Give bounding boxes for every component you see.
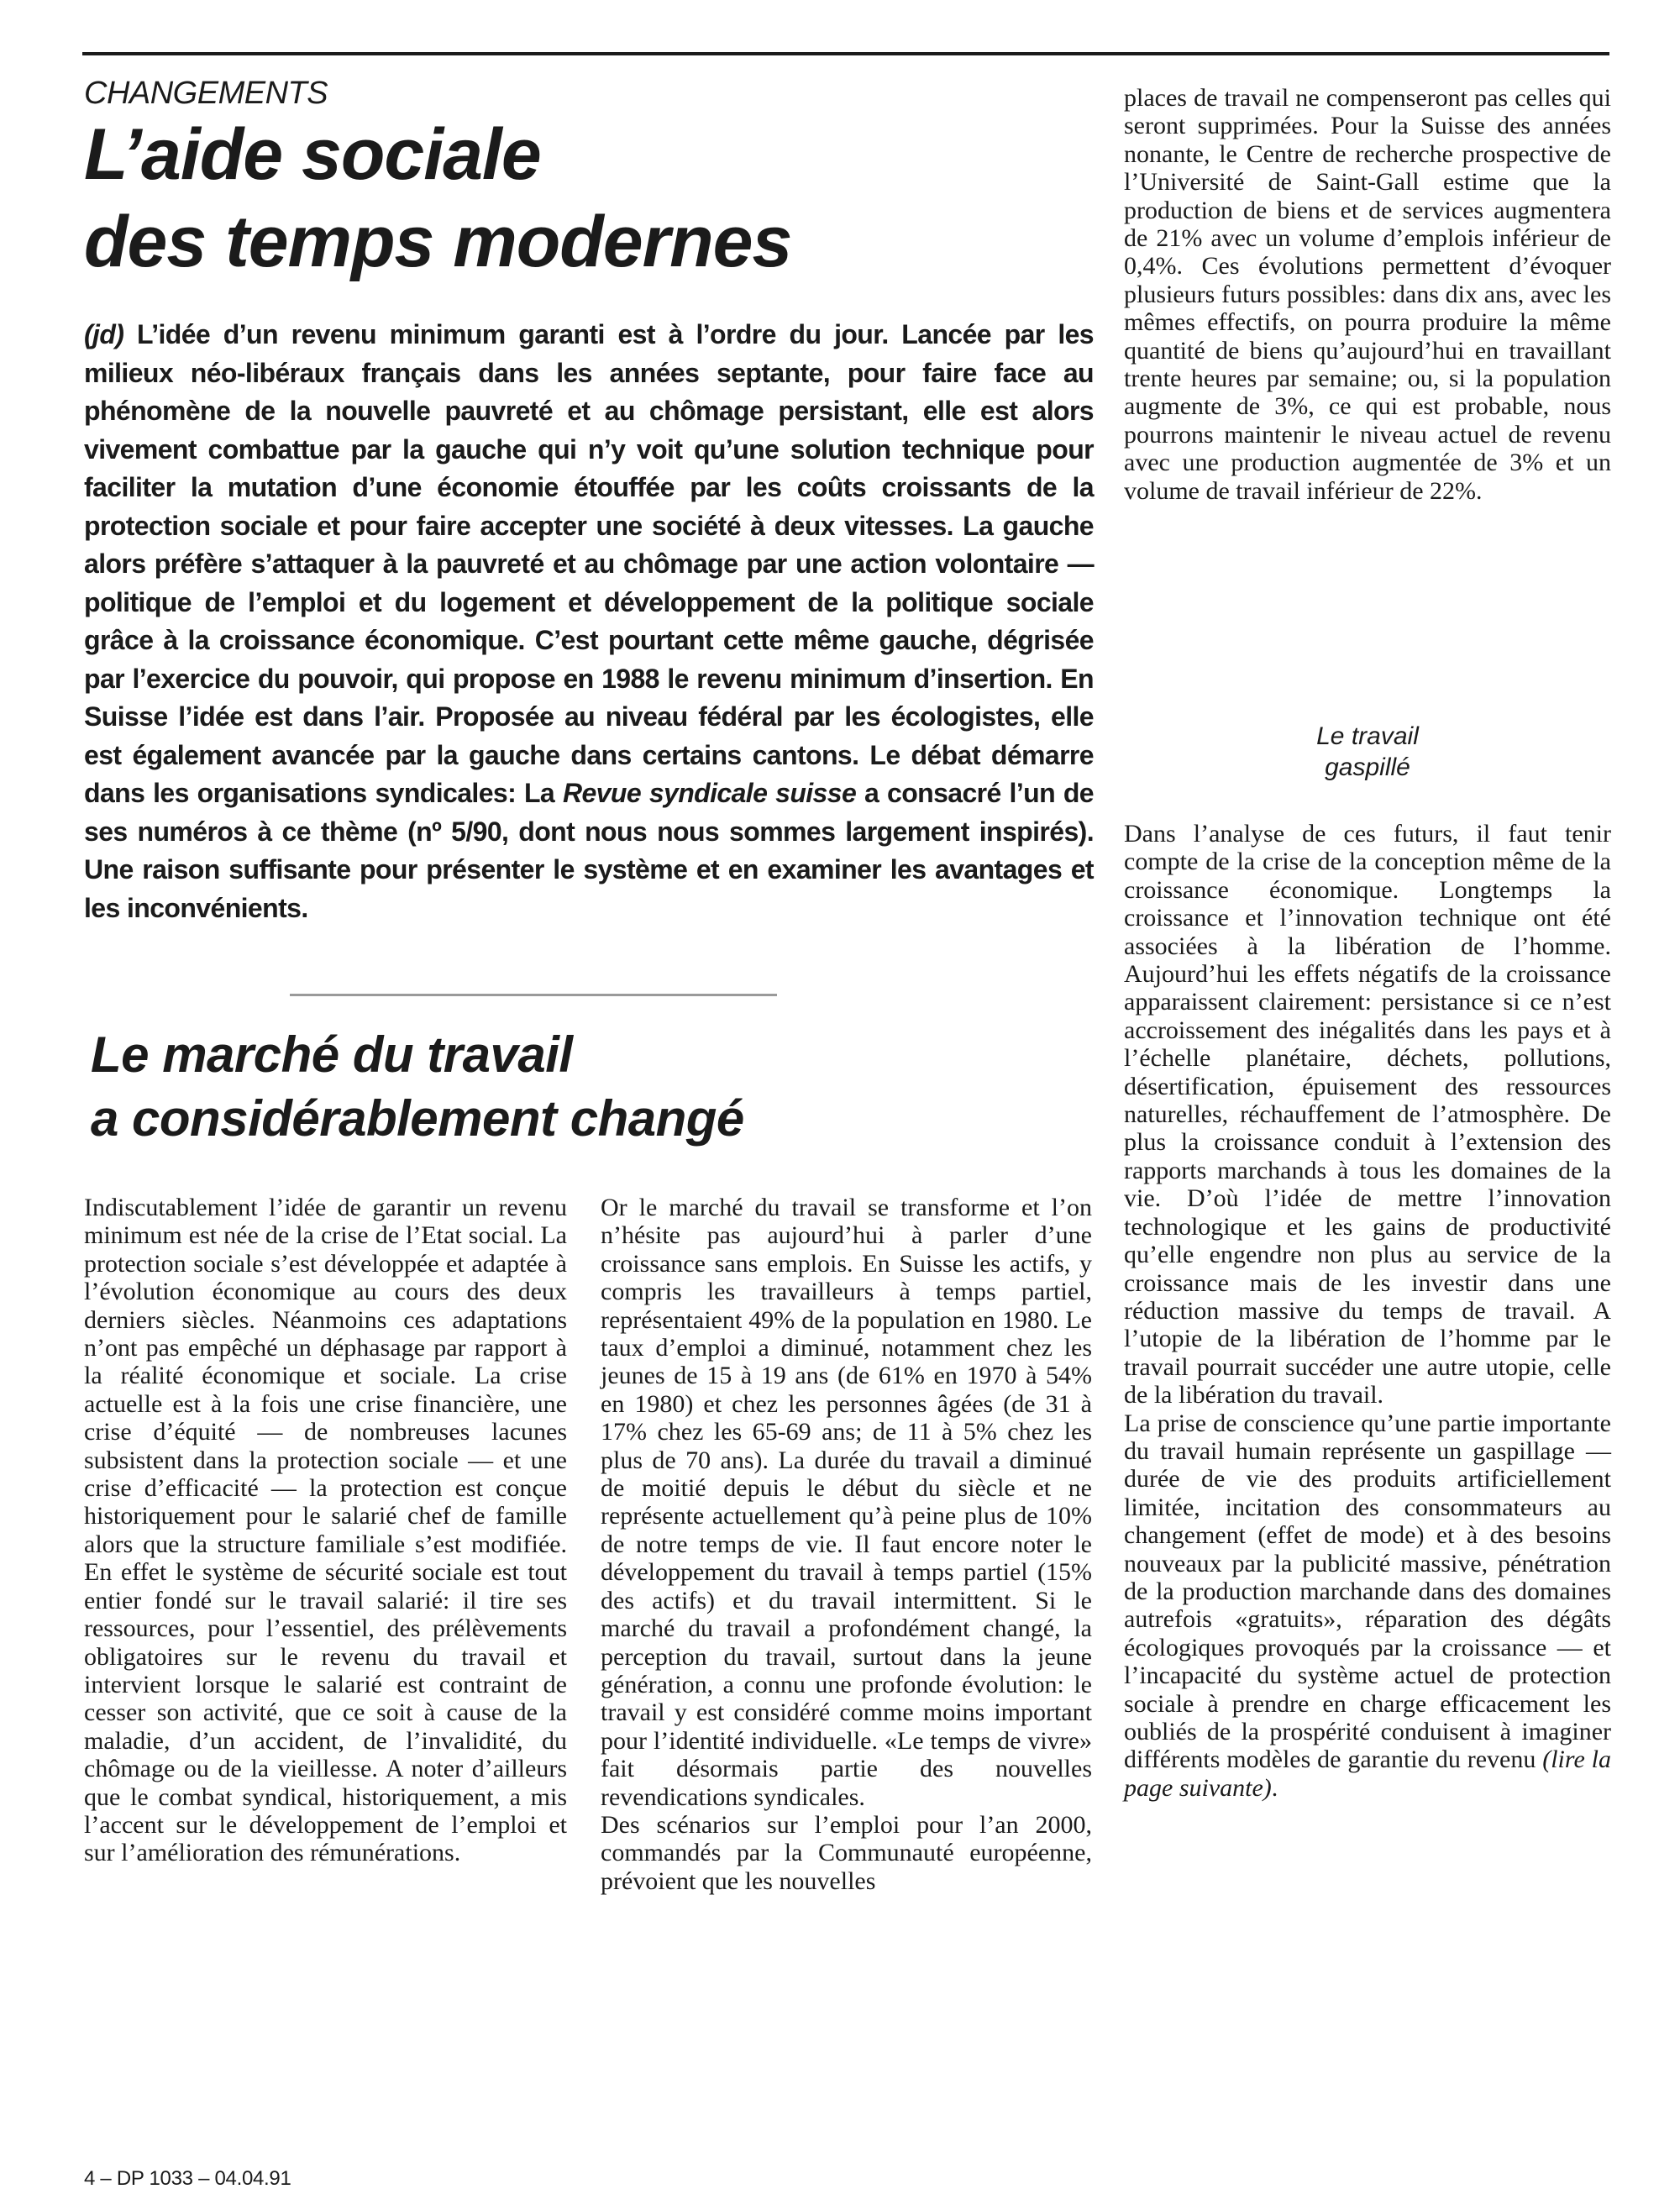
section-heading: [91, 1023, 1015, 1151]
intertitle-line-2: gaspillé: [1325, 753, 1410, 781]
lead-paragraph: [84, 316, 1094, 927]
column-c-bottom-text: La prise de conscience qu’une partie importante du travail humain représente un gaspillage — durée de vie des produits artificiellement limitée, incitation des consommateurs au changement (effet de mode) et à des besoins nouveaux par la publicité massive, pénétration de la production marchande dans des domaines autrefois «gratuits», réparation des dégâts écologiques provoqués par la croissance — et l’incapacité du système actuel de protection sociale à prendre en charge efficacement les oubliés de la prospérité conduisent à imaginer différents modèles de garantie du revenu: [1124, 1409, 1611, 1774]
column-c-bottom-end: .: [1271, 1773, 1278, 1802]
top-rule: [82, 52, 1609, 55]
page-footer: 4 – DP 1033 – 04.04.91: [84, 2167, 291, 2190]
lead-journal-title: Revue syndicale suisse: [562, 778, 857, 808]
title-line-1: L’aide sociale: [84, 114, 541, 195]
section-divider: [290, 994, 777, 996]
column-c-bottom-paragraph-1: Dans l’analyse de ces futurs, il faut tenir compte de la crise de la conception même de la croissance économique. Longtemps la croissance et l’innovation technique ont été associées à la libération de l’homme. Aujourd’hui les effets négatifs de la croissance apparaissent clairement: persistance si ce n’est accroissement des inégalités dans les pays et à l’échelle planétaire, déchets, pollutions, désertification, épuisement des ressources naturelles, réchauffement de l’atmosphère. De plus la croissance conduit à l’extension des rapports marchands à tous les domaines de la vie. D’où l’idée de mettre l’innovation technologique et les gains de productivité qu’elle engendre non plus au service de la croissance mais de les investir dans une réduction massive du temps de travail. A l’utopie de la libération de l’homme par le travail pourrait succéder une autre utopie, celle de la libération du travail.: [1124, 820, 1611, 1409]
section-kicker: CHANGEMENTS: [84, 76, 328, 111]
subhead-line-2: a considérablement changé: [91, 1090, 744, 1147]
body-column-middle: [601, 1194, 1092, 1895]
column-b-paragraph-2: Des scénarios sur l’emploi pour l’an 2000, commandés par la Communauté européenne, prévoient que les nouvelles: [601, 1810, 1092, 1895]
intertitle: [1124, 721, 1611, 783]
body-column-right-top: [1124, 84, 1611, 505]
lead-author: (jd): [84, 319, 124, 349]
column-b-paragraph-1: Or le marché du travail se transforme et l’on n’hésite pas aujourd’hui à parler d’une croissance sans emplois. En Suisse les actifs, y compris les travailleurs à temps partiel, représentaient 49% de la population en 1980. Le taux d’emploi a diminué, notamment chez les jeunes de 15 à 19 ans (de 61% en 1970 à 54% en 1980) et chez les personnes âgées (de 31 à 17% chez les 65-69 ans; de 11 à 5% chez les plus de 70 ans). La durée du travail a diminué de moitié depuis le début du siècle et ne représente actuellement qu’à peine plus de 10% de notre temps de vie. Il faut encore noter le développement du travail à temps partiel (15% des actifs) et du travail intermittent. Si le marché du travail a profondément changé, la perception du travail, surtout dans la jeune génération, a connu une profonde évolution: le travail y est considéré comme moins important pour l’identité individuelle. «Le temps de vivre» fait désormais partie des nouvelles revendications syndicales.: [601, 1194, 1092, 1811]
page-reference: (lire la page suivante): [1124, 1745, 1611, 1802]
column-c-bottom-paragraph-2: [1124, 1409, 1611, 1803]
column-c-top-paragraph: places de travail ne compenseront pas celles qui seront supprimées. Pour la Suisse des années nonante, le Centre de recherche prospective de l’Université de Saint-Gall estime que la production de biens et de services augmentera de 21% avec un volume d’emplois inférieur de 0,4%. Ces évolutions permettent d’évoquer plusieurs futurs possibles: dans dix ans, avec les mêmes effectifs, on pourra produire la même quantité de biens qu’aujourd’hui en travaillant trente heures par semaine; ou, si la population augmente de 3%, ce qui est probable, nous pourrons maintenir le niveau actuel de revenu avec une production augmentée de 3% et un volume de travail inférieur de 22%.: [1124, 84, 1611, 505]
title-line-2: des temps modernes: [84, 202, 792, 282]
body-column-right-bottom: [1124, 820, 1611, 1802]
column-a-paragraph: Indiscutablement l’idée de garantir un revenu minimum est née de la crise de l’Etat social. La protection sociale s’est développée et adaptée à l’évolution économique au cours des deux derniers siècles. Néanmoins ces adaptations n’ont pas empêché un déphasage par rapport à la réalité économique et sociale. La crise actuelle est à la fois une crise financière, une crise d’équité — de nombreuses lacunes subsistent dans la protection sociale — et une crise d’efficacité — la protection est conçue historiquement pour le salarié chef de famille alors que la structure familiale s’est modifiée. En effet le système de sécurité sociale est tout entier fondé sur le travail salarié: il tire ses ressources, pour l’essentiel, des prélèvements obligatoires sur le revenu du travail et intervient lorsque le salarié est contraint de cesser son activité, que ce soit à cause de la maladie, d’un accident, de l’invalidité, du chômage ou de la vieillesse. A noter d’ailleurs que le combat syndical, historiquement, a mis l’accent sur le développement de l’emploi et sur l’amélioration des rémunérations.: [84, 1194, 567, 1867]
body-column-left: [84, 1194, 567, 1867]
intertitle-line-1: Le travail: [1316, 722, 1419, 750]
lead-text-2: a consacré l’un de ses numéros à ce thème (nº 5/90, dont nous nous sommes largement inspirés). Une raison suffisante pour présenter le système et en examiner les avantages et les inconvénients.: [84, 778, 1094, 923]
lead-text-1: L’idée d’un revenu minimum garanti est à l’ordre du jour. Lancée par les milieux néo-libéraux français dans les années septante, pour faire face au phénomène de la nouvelle pauvreté et au chômage persistant, elle est alors vivement combattue par la gauche qui n’y voit qu’une solution technique pour faciliter la mutation d’une économie étouffée par les coûts croissants de la protection sociale et pour faire accepter une société à deux vitesses. La gauche alors préfère s’attaquer à la pauvreté et au chômage par une action volontaire — politique de l’emploi et du logement et développement de la politique sociale grâce à la croissance économique. C’est pourtant cette même gauche, dégrisée par l’exercice du pouvoir, qui propose en 1988 le revenu minimum d’insertion. En Suisse l’idée est dans l’air. Proposée au niveau fédéral par les écologistes, elle est également avancée par la gauche dans certains cantons. Le débat démarre dans les organisations syndicales: La: [84, 319, 1094, 808]
article-title: [84, 111, 1050, 286]
subhead-line-1: Le marché du travail: [91, 1026, 573, 1083]
